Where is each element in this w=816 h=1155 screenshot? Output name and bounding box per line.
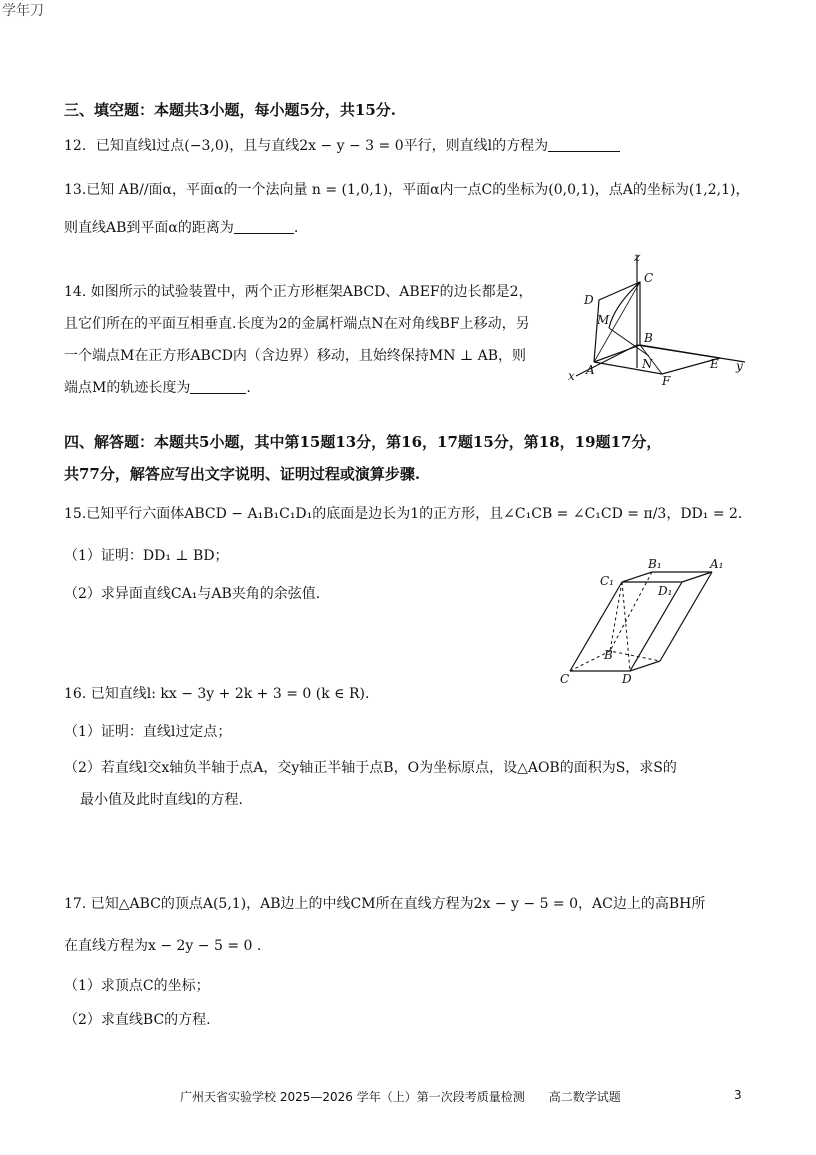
bottom-back: [570, 651, 660, 671]
q14-answer-blank: [190, 379, 246, 394]
label-a1: A₁: [710, 557, 724, 571]
rod-mn: [609, 328, 649, 356]
q13-line2: 则直线AB到平面α的距离为 .: [64, 220, 299, 236]
label-m: M: [597, 313, 610, 327]
label-d: D: [622, 672, 632, 685]
q13-answer-blank: [234, 219, 294, 234]
footer-text: 广州天省实验学校 2025—2026 学年（上）第一次段考质量检测 高二数学试题: [180, 1090, 621, 1104]
header-stamp: 学年刀: [2, 3, 44, 19]
q12-text: 12．已知直线l过点(−3,0)，且与直线2x − y − 3 = 0平行，则直线l的方程为: [64, 138, 549, 154]
q16-part2b: 最小值及此时直线l的方程.: [80, 792, 243, 808]
label-z: z: [634, 250, 641, 264]
section4-line2: 共77分，解答应写出文字说明、证明过程或演算步骤.: [64, 465, 421, 483]
q17-part1: （1）求顶点C的坐标；: [64, 978, 210, 994]
q16-part1: （1）证明：直线l过定点；: [64, 724, 232, 740]
q15-part1: （1）证明：DD₁ ⊥ BD；: [64, 548, 229, 564]
q14-line4-text: 端点M的轨迹长度为: [64, 380, 191, 396]
label-n: N: [642, 357, 653, 371]
q15-line1: 15.已知平行六面体ABCD − A₁B₁C₁D₁的底面是边长为1的正方形，且∠C₁CB = ∠C₁CD = π/3，DD₁ = 2．: [64, 506, 752, 522]
q15-part2: （2）求异面直线CA₁与AB夹角的余弦值.: [64, 586, 321, 602]
q17-line2: 在直线方程为x − 2y − 5 = 0 .: [64, 938, 262, 954]
section4-line1: 四、解答题：本题共5小题，其中第15题13分，第16，17题15分，第18，19题17分，: [64, 433, 662, 451]
q14-line4: 端点M的轨迹长度为 .: [64, 380, 251, 396]
label-c: C: [560, 672, 570, 685]
q16-line1: 16. 已知直线l: kx − 3y + 2k + 3 = 0 (k ∈ R).: [64, 686, 370, 702]
bottom-front: [570, 661, 660, 671]
label-c1: C₁: [600, 574, 614, 588]
q14-line3: 一个端点M在正方形ABCD内（含边界）移动，且始终保持MN ⊥ AB，则: [64, 348, 526, 364]
q17-part2: （2）求直线BC的方程.: [64, 1012, 211, 1028]
label-x: x: [568, 369, 575, 383]
q14-line1: 14. 如图所示的试验装置中，两个正方形框架ABCD、ABEF的边长都是2，: [64, 284, 533, 300]
q13-line2-text: 则直线AB到平面α的距离为: [64, 220, 234, 236]
label-d: D: [584, 293, 594, 307]
q12: [64, 136, 620, 156]
label-c: C: [644, 271, 654, 285]
label-e: E: [710, 357, 719, 371]
q16-part2: （2）若直线l交x轴负半轴于点A，交y轴正半轴于点B，O为坐标原点，设△AOB的面积为S，求S的: [64, 760, 677, 776]
label-a: A: [586, 363, 595, 377]
edge-cc1: [570, 582, 622, 671]
q17-line1: 17. 已知△ABC的顶点A(5,1)，AB边上的中线CM所在直线方程为2x − y − 5 = 0，AC边上的高BH所: [64, 896, 706, 912]
top-face: [622, 572, 712, 582]
q13-line1: 13.已知 AB//面α，平面α的一个法向量 n = (1,0,1)，平面α内一点C的坐标为(0,0,1)，点A的坐标为(1,2,1)，: [64, 182, 750, 198]
label-b: B: [644, 331, 653, 345]
edge-dd1: [630, 582, 682, 671]
section3-title: 三、填空题：本题共3小题，每小题5分，共15分.: [64, 101, 396, 119]
page-number: 3: [734, 1088, 742, 1102]
label-b1: B₁: [648, 557, 662, 571]
q14-figure: [562, 250, 752, 385]
label-y: y: [736, 359, 743, 373]
label-d1: D₁: [658, 584, 673, 598]
label-f: F: [662, 374, 671, 385]
square-abef: [594, 345, 720, 374]
edge-bb1: [610, 572, 652, 651]
q12-answer-blank: [548, 137, 620, 152]
label-b: B: [604, 648, 613, 662]
q14-line2: 且它们所在的平面互相垂直.长度为2的金属杆端点N在对角线BF上移动，另: [64, 316, 530, 332]
q15-figure: [560, 555, 740, 685]
